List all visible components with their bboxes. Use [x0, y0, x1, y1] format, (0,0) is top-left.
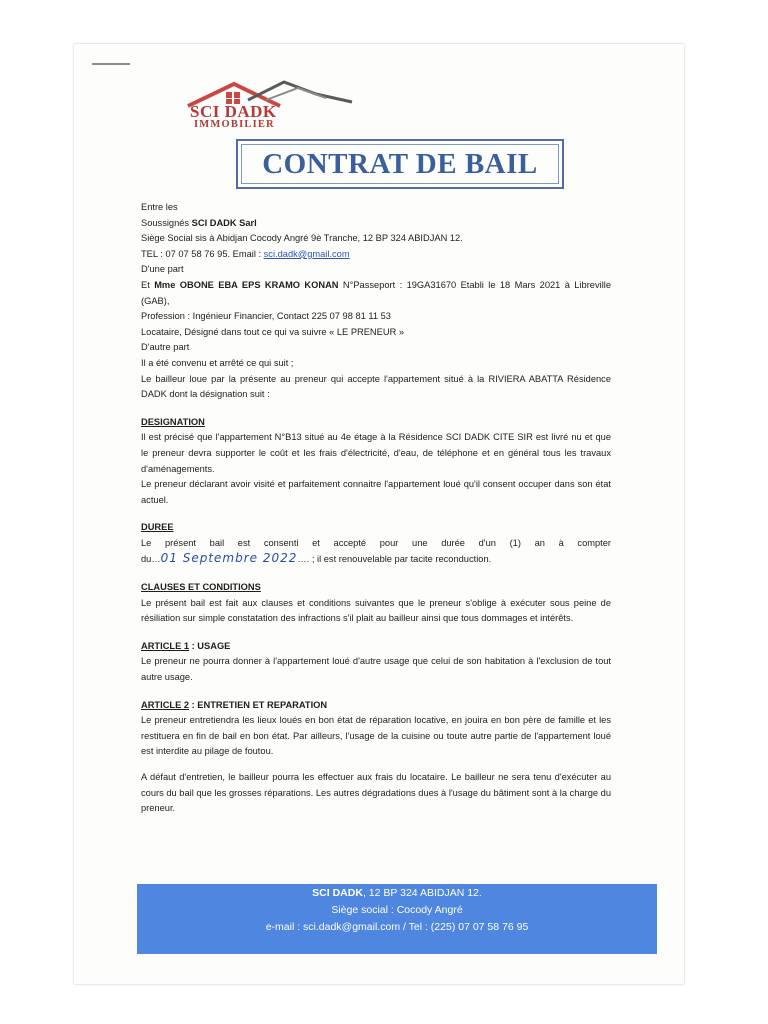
clauses-heading [141, 580, 611, 596]
scan-mark [92, 63, 130, 65]
clauses-heading-text: CLAUSES ET CONDITIONS [141, 582, 261, 593]
parties-intro: Entre les [141, 202, 178, 212]
designation-paragraph-1: Il est précisé que l'appartement N°B13 situé au 4e étage à la Résidence SCI DADK CITE SIR est livré nu et que le preneur devra supporter le coût et les frais d'électricité, d'eau, de téléphone et en général tous les travaux d'aménagements. [141, 432, 611, 474]
duree-line-2 [141, 551, 611, 568]
designation-heading [141, 415, 611, 431]
logo-name: SCI DADK [190, 102, 277, 121]
party1-email-link[interactable]: sci.dadk@gmail.com [263, 248, 350, 259]
designation-heading-text: DESIGNATION [141, 416, 205, 427]
duree-suffix: …. ; il est renouvelable par tacite reconduction. [297, 554, 492, 565]
article1-paragraph: Le preneur ne pourra donner à l'appartement loué d'autre usage que celui de son habitation à l'exclusion de tout autre usage. [141, 656, 611, 683]
party2-prefix: Et [141, 279, 155, 290]
company-footer [137, 884, 657, 954]
article2-title: : ENTRETIEN ET REPARATION [189, 699, 328, 710]
document-title: CONTRAT DE BAIL [262, 147, 538, 180]
article1-heading [141, 639, 611, 655]
duree-heading [141, 520, 611, 536]
designation-paragraph-2: Le preneur déclarant avoir visité et parfaitement connaitre l'appartement loué qu'il consent occuper dans son état actuel. [141, 479, 611, 505]
footer-line-1 [137, 885, 657, 902]
article2-paragraph-2: A défaut d'entretien, le bailleur pourra les effectuer aux frais du locataire. Le bailleur ne sera tenu d'exécuter au cours du bail que les grosses réparations. Les autres dégradations dues à l'usage du bâtiment sont à la charge du preneur. [141, 772, 611, 814]
party1-prefix: Soussignés [141, 217, 192, 228]
party2-line [141, 278, 611, 309]
article2-number: ARTICLE 2 [141, 699, 190, 710]
footer-company: SCI DADK [312, 887, 363, 899]
lease-intro: Le bailleur loue par la présente au preneur qui accepte l'appartement situé à la RIVIERA ABATTA Résidence DADK dont la désignation suit : [141, 373, 611, 400]
part-two-label: D'autre part [141, 342, 190, 353]
party2-name: Mme OBONE EBA EPS KRAMO KONAN [154, 279, 339, 290]
party1-address: Siège Social sis à Abidjan Cocody Angré 9è Tranche, 12 BP 324 ABIDJAN 12. [141, 233, 463, 244]
article2-paragraph-1: Le preneur entretiendra les lieux loués en bon état de réparation locative, en jouira en bon père de famille et les restituera en fin de bail en bon état. Par ailleurs, l'usage de la cuisine ou toute autre partie de l'appartement loué est interdite au pilage de foutou. [141, 715, 611, 757]
footer-line-2: Siège social : Cocody Angré [331, 904, 463, 916]
contract-body [141, 200, 611, 817]
paragraph-gap [141, 760, 611, 770]
article1-title: : USAGE [189, 640, 231, 651]
party1-tel: TEL : 07 07 58 76 95. Email : [141, 248, 264, 259]
party1-name: SCI DADK Sarl [191, 217, 257, 228]
party1-contact [141, 247, 611, 263]
article2-heading [141, 698, 611, 714]
footer-address: , 12 BP 324 ABIDJAN 12. [362, 887, 482, 899]
clauses-paragraph: Le présent bail est fait aux clauses et conditions suivantes que le preneur s'oblige à exécuter sous peine de résiliation sur simple constatation des infractions s'il plait au bailleur ainsi que tous dommages et intérêts. [141, 597, 611, 624]
party2-passport: N°Passeport : 19GA31670 Etabli le 18 Mars 2021 à Libreville (GAB), [141, 279, 611, 306]
company-logo [186, 80, 356, 140]
duree-prefix: du… [141, 554, 161, 565]
party2-role: Locataire, Désigné dans tout ce qui va suivre « LE PRENEUR » [141, 326, 405, 337]
title-frame [236, 139, 564, 189]
agreed-line: Il a été convenu et arrêté ce qui suit ; [141, 357, 294, 368]
article1-number: ARTICLE 1 [141, 640, 190, 651]
footer-line-3: e-mail : sci.dadk@gmail.com / Tel : (225) 07 07 58 76 95 [265, 921, 529, 933]
party1-line [141, 216, 611, 232]
part-one-label: D'une part [141, 264, 184, 275]
duree-line-1: Le présent bail est consenti et accepté pour une durée d'un (1) an à compter [141, 537, 611, 548]
party2-profession: Profession : Ingénieur Financier, Contact 225 07 98 81 11 53 [141, 311, 391, 322]
logo-subtitle: IMMOBILIER [194, 119, 275, 130]
handwritten-start-date: 01 Septembre 2022 [160, 551, 298, 566]
duree-heading-text: DUREE [141, 522, 174, 533]
